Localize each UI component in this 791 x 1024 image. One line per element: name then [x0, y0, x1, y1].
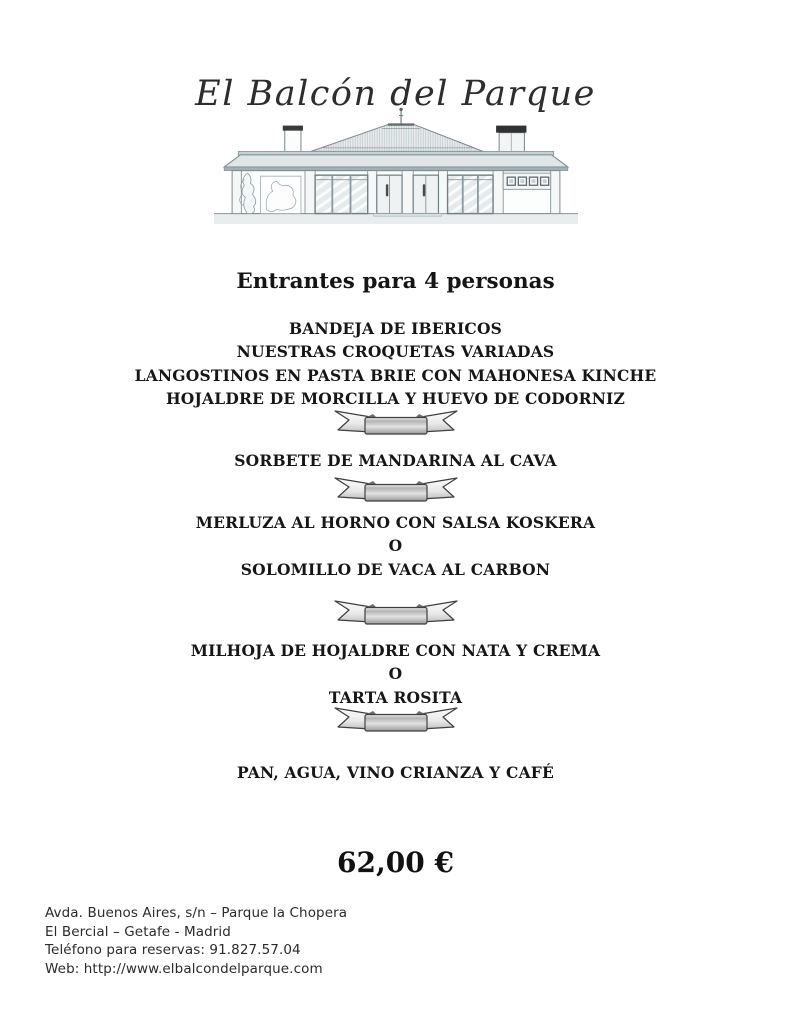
- dish-item: SOLOMILLO DE VACA AL CARBON: [240, 559, 551, 579]
- dish-item: LANGOSTINOS EN PASTA BRIE CON MAHONESA KINCHE: [134, 365, 657, 385]
- footer-address-line2: El Bercial – Getafe - Madrid: [45, 923, 231, 940]
- menu-section-heading: Entrantes para 4 personas: [236, 269, 555, 294]
- footer-phone-line: Teléfono para reservas: 91.827.57.04: [45, 942, 301, 959]
- ribbon-divider-icon: [331, 474, 461, 509]
- dish-choice-separator: O: [388, 536, 403, 556]
- building-drawing-icon: [214, 100, 578, 224]
- footer-web-line: Web: http://www.elbalcondelparque.com: [45, 960, 323, 977]
- main-course-list: [0, 511, 791, 581]
- dish-item: MILHOJA DE HOJALDRE CON NATA Y CREMA: [190, 641, 601, 660]
- dish-item: MERLUZA AL HORNO CON SALSA KOSKERA: [195, 513, 596, 532]
- dish-item: TARTA ROSITA: [328, 687, 463, 707]
- restaurant-logo-script: El Balcón del Parque: [195, 74, 596, 114]
- dish-item: NUESTRAS CROQUETAS VARIADAS: [236, 342, 555, 362]
- ribbon-divider-icon: [331, 407, 461, 442]
- dish-choice-separator: O: [388, 664, 403, 684]
- ribbon-divider-icon: [331, 704, 461, 739]
- menu-price: 62,00 €: [337, 846, 454, 879]
- footer-address-line1: Avda. Buenos Aires, s/n – Parque la Chopera: [45, 905, 348, 921]
- ribbon-divider-icon: [331, 597, 461, 632]
- dish-item: BANDEJA DE IBERICOS: [288, 319, 503, 338]
- sorbet-course: SORBETE DE MANDARINA AL CAVA: [234, 451, 557, 470]
- starters-list: [0, 317, 791, 411]
- contact-footer: [45, 904, 347, 978]
- dish-item: HOJALDRE DE MORCILLA Y HUEVO DE CODORNIZ: [165, 389, 626, 409]
- beverages-included-line: PAN, AGUA, VINO CRIANZA Y CAFÉ: [236, 763, 555, 782]
- restaurant-building-illustration: [214, 100, 578, 224]
- dessert-list: [0, 639, 791, 709]
